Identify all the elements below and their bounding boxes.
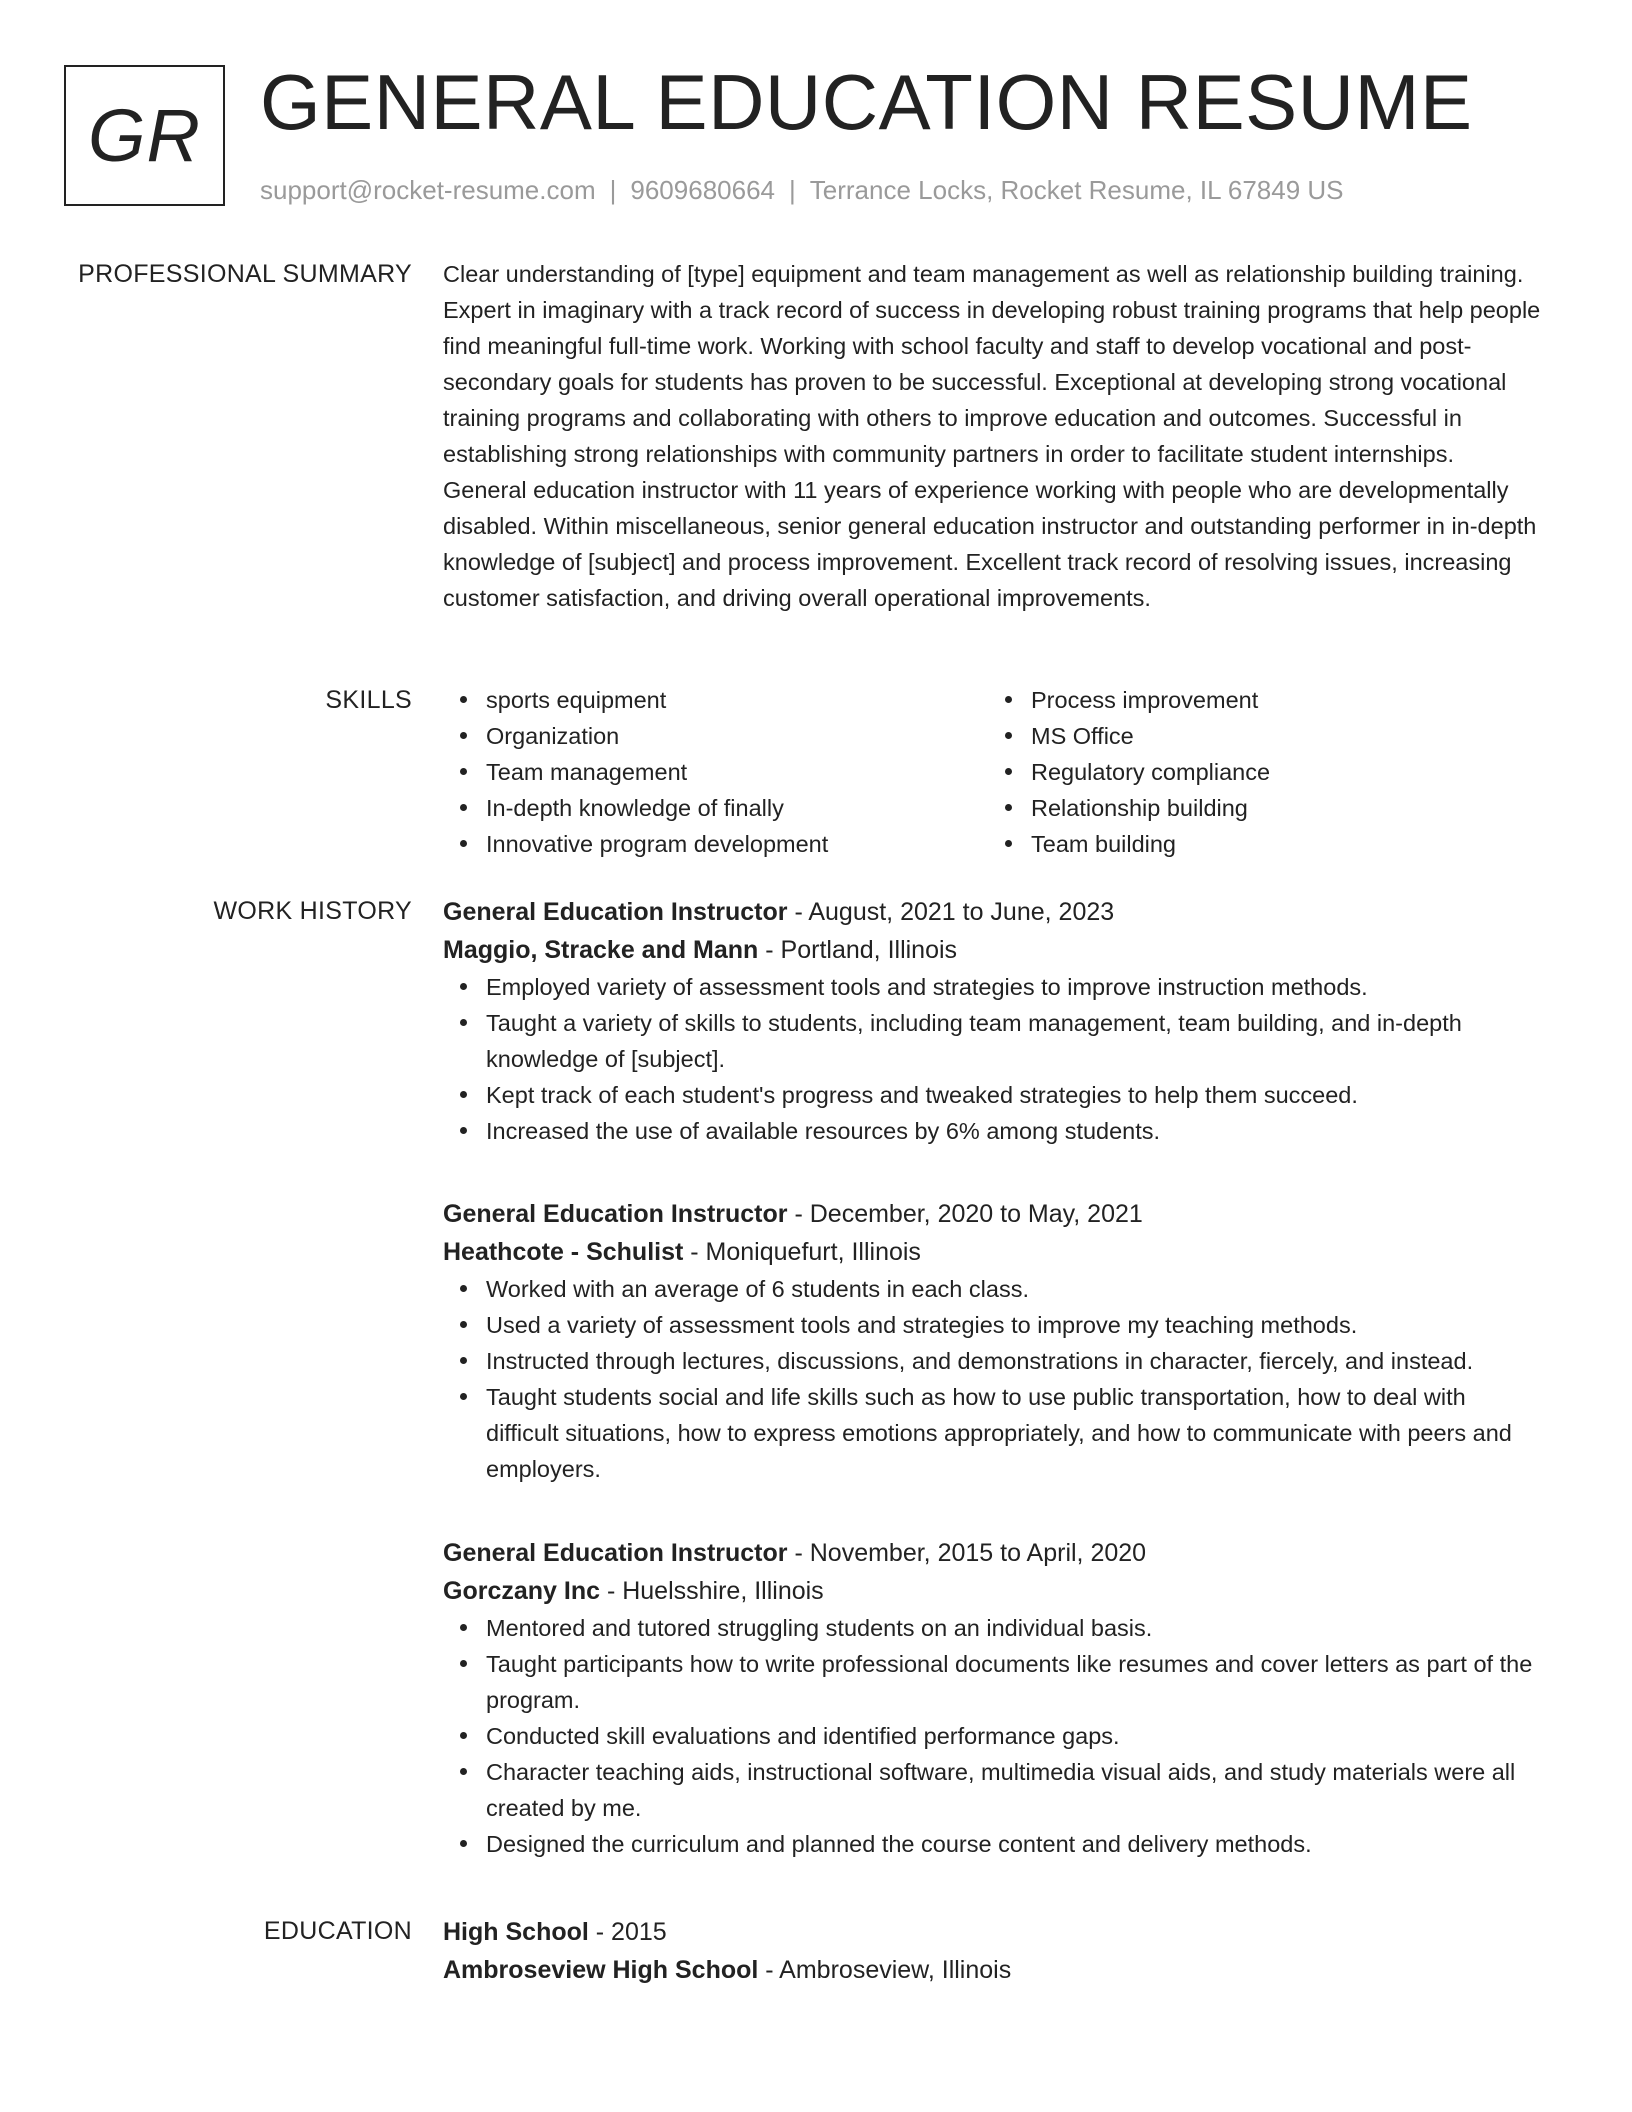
education-location: - Ambroseview, Illinois [758, 1956, 1012, 1984]
education-year: - 2015 [588, 1918, 667, 1946]
work-history-heading: WORK HISTORY [213, 897, 412, 925]
job-duty: Worked with an average of 6 students in each class. [443, 1271, 1543, 1307]
skill-item: Team management [443, 754, 988, 790]
job-title-line [443, 1195, 1543, 1233]
skill-item: Process improvement [988, 682, 1533, 718]
skills-list-right [988, 682, 1533, 862]
job-dates: - November, 2015 to April, 2020 [787, 1539, 1147, 1567]
job-duties-list [443, 969, 1543, 1149]
skill-item: Organization [443, 718, 988, 754]
job-duty: Increased the use of available resources by 6% among students. [443, 1113, 1543, 1149]
education-heading: EDUCATION [263, 1917, 412, 1945]
job-title-line [443, 893, 1543, 931]
job-duty: Kept track of each student's progress and tweaked strategies to help them succeed. [443, 1077, 1543, 1113]
job-duties-list [443, 1271, 1543, 1487]
skill-item: Team building [988, 826, 1533, 862]
job-location: - Portland, Illinois [758, 936, 958, 964]
job-company: Gorczany Inc [443, 1577, 600, 1605]
contact-address: Terrance Locks, Rocket Resume, IL 67849 US [809, 175, 1344, 205]
skills-body [443, 682, 1543, 862]
job-duty: Designed the curriculum and planned the course content and delivery methods. [443, 1826, 1543, 1862]
contact-separator: | [789, 175, 796, 205]
education-degree: High School [443, 1918, 589, 1946]
skill-item: Regulatory compliance [988, 754, 1533, 790]
job-title: General Education Instructor [443, 1539, 788, 1567]
job-duty: Taught a variety of skills to students, including team management, team building, and in-depth knowledge of [subject]. [443, 1005, 1543, 1077]
skill-item: In-depth knowledge of finally [443, 790, 988, 826]
contact-separator: | [609, 175, 617, 205]
job-duty: Taught participants how to write professional documents like resumes and cover letters as part of the program. [443, 1646, 1543, 1718]
job-dates: - August, 2021 to June, 2023 [787, 898, 1115, 926]
job-title-line [443, 1534, 1543, 1572]
job-duty: Instructed through lectures, discussions, and demonstrations in character, fiercely, and instead. [443, 1343, 1543, 1379]
contact-email: support@rocket-resume.com [260, 175, 596, 205]
education-school-line [443, 1951, 1543, 1989]
summary-text: Clear understanding of [type] equipment and team management as well as relationship building training. Expert in imaginary with a track record of success in developing robust training programs that help people find meaningful full-time work. Working with school faculty and staff to develop vocational and post-secondary goals for students has proven to be successful. Exceptional at developing strong vocational training programs and collaborating with others to improve education and outcomes. Successful in establishing strong relationships with community partners in order to facilitate student internships. General education instructor with 11 years of experience working with people who are developmentally disabled. Within miscellaneous, senior general education instructor and outstanding performer in in-depth knowledge of [subject] and process improvement. Excellent track record of resolving issues, increasing customer satisfaction, and driving overall operational improvements. [443, 261, 1541, 611]
monogram-initials: GR [64, 65, 225, 206]
job-entry [443, 893, 1543, 1149]
job-duty: Conducted skill evaluations and identified performance gaps. [443, 1718, 1543, 1754]
job-company-line [443, 931, 1543, 969]
job-company: Heathcote - Schulist [443, 1238, 684, 1266]
job-title: General Education Instructor [443, 898, 788, 926]
job-duty: Employed variety of assessment tools and strategies to improve instruction methods. [443, 969, 1543, 1005]
job-duty: Mentored and tutored struggling students on an individual basis. [443, 1610, 1543, 1646]
job-company: Maggio, Stracke and Mann [443, 936, 759, 964]
job-entry [443, 1195, 1543, 1487]
summary-body [443, 256, 1543, 616]
skill-item: Relationship building [988, 790, 1533, 826]
skill-item: Innovative program development [443, 826, 988, 862]
job-location: - Moniquefurt, Illinois [683, 1238, 921, 1266]
contact-phone: 9609680664 [630, 175, 775, 205]
job-entry [443, 1534, 1543, 1862]
job-location: - Huelsshire, Illinois [600, 1577, 824, 1605]
resume-title: GENERAL EDUCATION RESUME [260, 58, 1473, 146]
job-duty: Character teaching aids, instructional software, multimedia visual aids, and study materials were all created by me. [443, 1754, 1543, 1826]
skills-heading: SKILLS [325, 686, 412, 714]
skill-item: MS Office [988, 718, 1533, 754]
skill-item: sports equipment [443, 682, 988, 718]
skills-list-left [443, 682, 988, 862]
summary-heading: PROFESSIONAL SUMMARY [78, 260, 412, 288]
education-degree-line [443, 1913, 1543, 1951]
education-school: Ambroseview High School [443, 1956, 759, 1984]
job-company-line [443, 1233, 1543, 1271]
job-duties-list [443, 1610, 1543, 1862]
contact-line [260, 172, 1344, 208]
job-company-line [443, 1572, 1543, 1610]
job-title: General Education Instructor [443, 1200, 788, 1228]
education-body [443, 1913, 1543, 1989]
job-duty: Used a variety of assessment tools and strategies to improve my teaching methods. [443, 1307, 1543, 1343]
job-dates: - December, 2020 to May, 2021 [787, 1200, 1143, 1228]
job-duty: Taught students social and life skills such as how to use public transportation, how to deal with difficult situations, how to express emotions appropriately, and how to communicate with peers and employers. [443, 1379, 1543, 1487]
